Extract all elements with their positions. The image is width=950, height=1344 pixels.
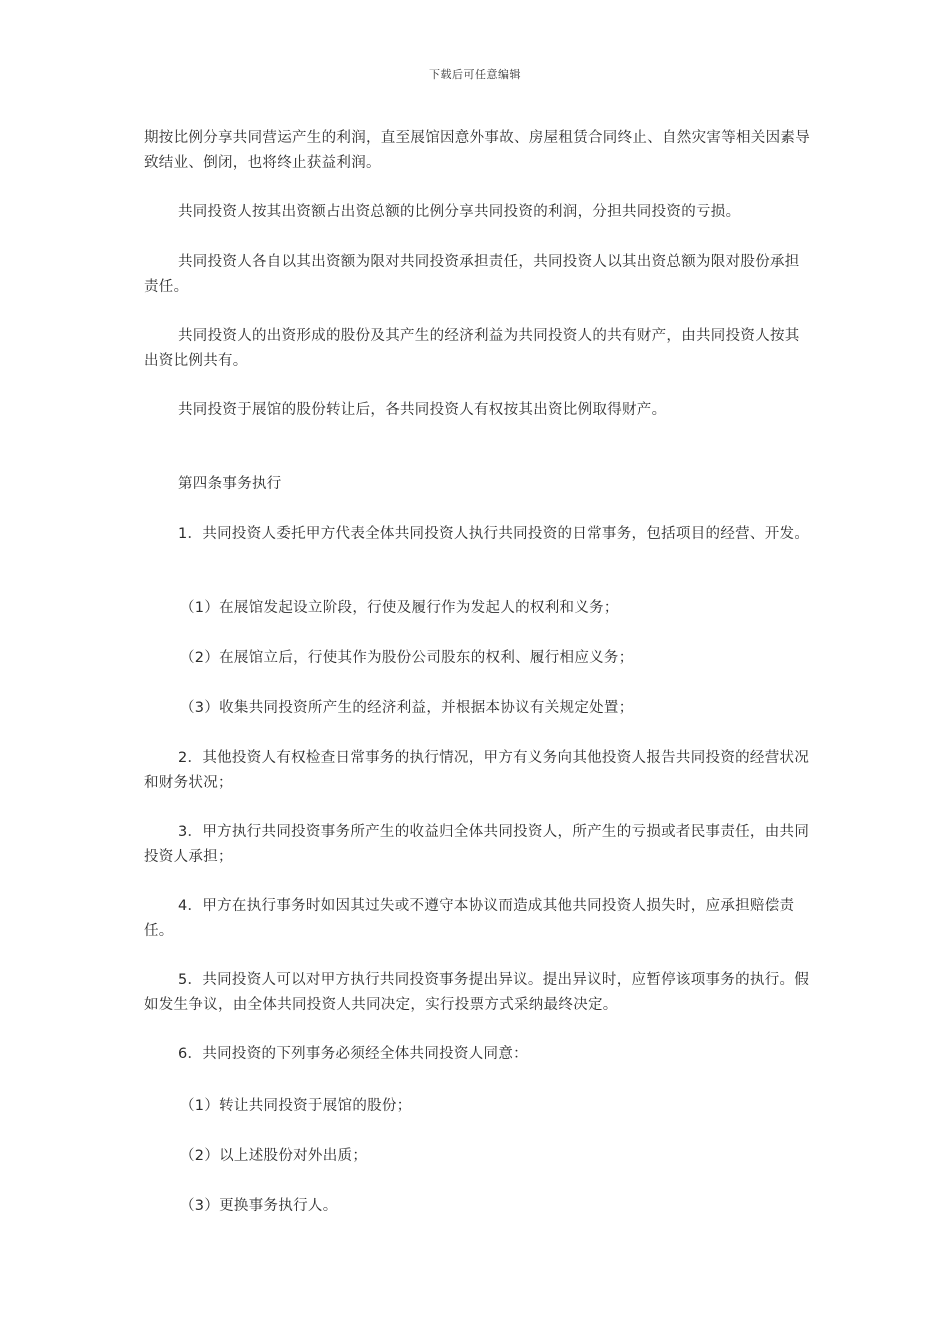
paragraph-share-transfer: 共同投资于展馆的股份转让后，各共同投资人有权按其出资比例取得财产。: [178, 402, 667, 418]
clause-6-item-1: （1）转让共同投资于展馆的股份；: [180, 1098, 412, 1114]
paragraph-profit-share: 共同投资人按其出资额占出资总额的比例分享共同投资的利润，分担共同投资的亏损。: [178, 204, 741, 220]
clause-1-item-3: （3）收集共同投资所产生的经济利益，并根据本协议有关规定处置；: [180, 700, 634, 716]
clause-2: 2．其他投资人有权检查日常事务的执行情况，甲方有义务向其他投资人报告共同投资的经营状况和财务状况；: [144, 750, 810, 791]
clause-6-item-3: （3）更换事务执行人。: [180, 1198, 338, 1214]
clause-5: 5．共同投资人可以对甲方执行共同投资事务提出异议。提出异议时，应暂停该项事务的执行。假如发生争议，由全体共同投资人共同决定，实行投票方式采纳最终决定。: [144, 972, 810, 1013]
clause-1-item-2: （2）在展馆立后，行使其作为股份公司股东的权利、履行相应义务；: [180, 650, 634, 666]
page-header: 下载后可任意编辑: [429, 68, 521, 81]
clause-4: 4．甲方在执行事务时如因其过失或不遵守本协议而造成其他共同投资人损失时，应承担赔偿责任。: [144, 898, 795, 939]
clause-6: 6．共同投资的下列事务必须经全体共同投资人同意：: [178, 1046, 528, 1062]
clause-6-item-2: （2）以上述股份对外出质；: [180, 1148, 368, 1164]
paragraph-liability: 共同投资人各自以其出资额为限对共同投资承担责任，共同投资人以其出资总额为限对股份承担责任。: [144, 254, 800, 295]
section-heading-article-4: 第四条事务执行: [178, 476, 282, 492]
clause-1-item-1: （1）在展馆发起设立阶段，行使及履行作为发起人的权利和义务；: [180, 600, 619, 616]
paragraph-profit-continuation: 期按比例分享共同营运产生的利润，直至展馆因意外事故、房屋租赁合同终止、自然灾害等相关因素导致结业、倒闭，也将终止获益利润。: [144, 130, 810, 171]
paragraph-common-property: 共同投资人的出资形成的股份及其产生的经济利益为共同投资人的共有财产，由共同投资人按其出资比例共有。: [144, 328, 800, 369]
clause-1: 1．共同投资人委托甲方代表全体共同投资人执行共同投资的日常事务，包括项目的经营、开发。: [178, 526, 810, 542]
clause-3: 3．甲方执行共同投资事务所产生的收益归全体共同投资人，所产生的亏损或者民事责任，由共同投资人承担；: [144, 824, 810, 865]
